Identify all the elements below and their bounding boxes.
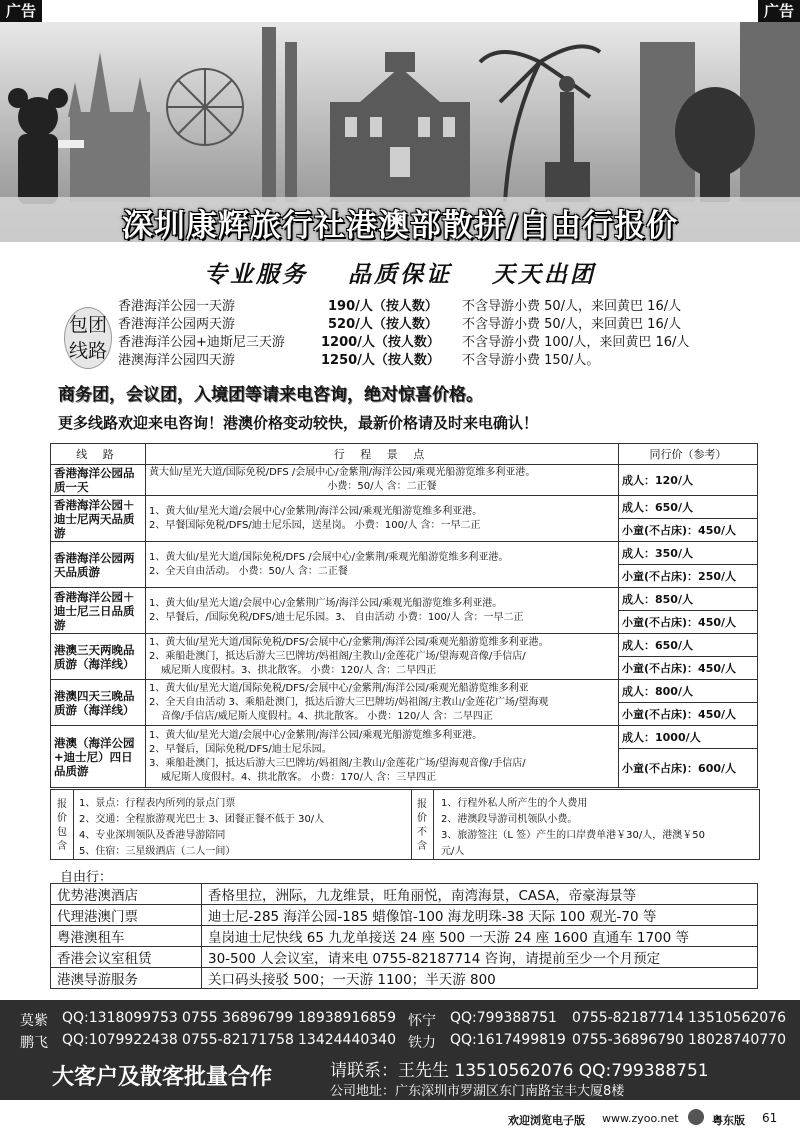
table-header-row xyxy=(51,444,758,465)
price-cell: 成人：850/人 xyxy=(619,588,758,611)
table-row xyxy=(51,465,758,496)
contact-name: 鹏飞 xyxy=(20,1035,48,1051)
itinerary-line: 小费：50/人 含：二正餐 xyxy=(327,481,437,492)
price-cell: 小童(不占床)：250/人 xyxy=(619,565,758,588)
itinerary-cell xyxy=(146,465,619,496)
table-row xyxy=(51,588,758,611)
self-travel-key: 粤港澳租车 xyxy=(51,926,202,947)
itinerary-line: 2、早餐国际免税/DFS/迪士尼乐园，送星岗。 小费：100/人 含：一早二正 xyxy=(149,519,481,531)
contact-mobile: 18028740770 xyxy=(688,1032,786,1048)
contact-name: 莫紫 xyxy=(20,1013,48,1029)
self-travel-key: 香港会议室租赁 xyxy=(51,947,202,968)
price-cell: 成人：650/人 xyxy=(619,634,758,657)
footer-address: 公司地址：广东深圳市罗湖区东门南路宝丰大厦8楼 xyxy=(330,1084,625,1099)
bottom-url[interactable]: www.zyoo.net xyxy=(602,1112,679,1125)
itinerary-cell xyxy=(146,634,619,680)
edition-label: 粤东版 xyxy=(712,1114,745,1127)
self-travel-key: 优势港澳酒店 xyxy=(51,884,202,905)
itinerary-line: 1、黄大仙/星光大道/国际免税/DFS/会展中心/金紫荆/海洋公园/乘观光船游览维多利亚港。 xyxy=(149,636,549,648)
price-cell: 成人：800/人 xyxy=(619,680,758,703)
page-bottom xyxy=(0,1106,800,1130)
self-travel-value: 迪士尼-285 海洋公园-185 蜡像馆-100 海龙明珠-38 天际 100 观光-70 等 xyxy=(202,905,758,926)
package-badge-line2: 线路 xyxy=(68,340,107,362)
slogan-1: 专业服务 xyxy=(204,262,308,288)
package-note: 不含导游小费 50/人，来回黄巴 16/人 xyxy=(462,299,682,314)
includes-item: 2、交通：全程旅游观光巴士 3、团餐正餐不低于 30/人 xyxy=(79,814,325,825)
header-route: 线 路 xyxy=(51,444,146,465)
table-row xyxy=(51,926,758,947)
table-row xyxy=(51,496,758,519)
contact-footer xyxy=(0,1000,800,1100)
package-note: 不含导游小费 150/人。 xyxy=(462,353,600,368)
itinerary-line: 1、黄大仙/星光大道/国际免税/DFS/会展中心/金紫荆/海洋公园/乘观光船游览维多利亚 xyxy=(149,682,529,694)
package-badge-line1: 包团 xyxy=(68,314,107,336)
page-number: 61 xyxy=(762,1111,778,1125)
table-row xyxy=(51,680,758,703)
includes-item: 4、专业深圳领队及香港导游陪同 xyxy=(79,830,226,841)
table-row xyxy=(51,968,758,989)
price-cell: 小童(不占床)：450/人 xyxy=(619,703,758,726)
includes-list xyxy=(79,796,324,860)
price-terms-box xyxy=(50,789,760,860)
package-price: 190/人（按人数） xyxy=(328,299,438,314)
page-title: 深圳康辉旅行社港澳部散拼/自由行报价 xyxy=(121,208,679,244)
itinerary-table xyxy=(50,443,758,788)
self-travel-value: 关口码头接驳 500；一天游 1100；半天游 800 xyxy=(202,968,758,989)
contact-qq: QQ:1079922438 xyxy=(62,1032,178,1048)
contact-mobile: 13510562076 xyxy=(688,1010,786,1026)
excludes-label: 报 价 不 含 xyxy=(417,799,427,852)
excludes-list xyxy=(441,796,753,860)
ad-tag-right: 广告 xyxy=(758,0,800,22)
footer-contact: 请联系：王先生 13510562076 QQ:799388751 xyxy=(330,1061,709,1081)
table-row xyxy=(51,947,758,968)
price-cell: 成人：120/人 xyxy=(619,465,758,496)
contact-name: 铁力 xyxy=(408,1035,436,1051)
excludes-item: 3、旅游签注（L 签）产生的口岸费单港￥30/人，港澳￥50 xyxy=(441,830,705,841)
itinerary-line: 音像/手信店/威尼斯人度假村。4、拱北散客。 小费：120/人 含：二早四正 xyxy=(161,710,493,722)
price-cell: 成人：1000/人 xyxy=(619,726,758,749)
route-name: 港澳三天两晚品质游（海洋线） xyxy=(51,634,146,680)
price-cell: 成人：650/人 xyxy=(619,496,758,519)
contact-tel: 0755 36896799 xyxy=(182,1010,294,1026)
table-row xyxy=(51,905,758,926)
slogan-2: 品质保证 xyxy=(348,262,452,288)
route-name: 香港海洋公园两天品质游 xyxy=(51,542,146,588)
header-itinerary: 行 程 景 点 xyxy=(146,444,619,465)
contact-mobile: 18938916859 xyxy=(298,1010,396,1026)
contact-name: 怀宁 xyxy=(408,1013,436,1029)
itinerary-cell xyxy=(146,542,619,588)
self-travel-value: 30-500 人会议室，请来电 0755-82187714 咨询，请提前至少一个月预定 xyxy=(202,947,758,968)
table-row xyxy=(51,726,758,749)
self-travel-table xyxy=(50,883,758,989)
route-name: 港澳（海洋公园+迪士尼）四日品质游 xyxy=(51,726,146,788)
price-cell: 小童(不占床)：450/人 xyxy=(619,657,758,680)
includes-item: 5、住宿：三星级酒店（二人一间） xyxy=(79,846,236,857)
excludes-item: 2、港澳段导游司机领队小费。 xyxy=(441,814,578,825)
package-note: 不含导游小费 100/人，来回黄巴 16/人 xyxy=(462,335,690,350)
self-travel-key: 港澳导游服务 xyxy=(51,968,202,989)
table-row xyxy=(51,542,758,565)
self-travel-value: 香格里拉，洲际，九龙维景，旺角丽悦，南湾海景，CASA，帝豪海景等 xyxy=(202,884,758,905)
itinerary-line: 1、黄大仙/星光大道/会展中心/金紫荆广场/海洋公园/乘观光船游览维多利亚港。 xyxy=(149,597,503,609)
price-cell: 小童(不占床)：600/人 xyxy=(619,749,758,788)
itinerary-line: 威尼斯人度假村。4、拱北散客。 小费：170/人 含：三早四正 xyxy=(161,771,437,783)
contact-qq: QQ:799388751 xyxy=(450,1010,557,1026)
itinerary-line: 黄大仙/星光大道/国际免税/DFS /会展中心/金紫荆/海洋公园/乘观光船游览维多利亚港。 xyxy=(149,467,536,478)
excludes-item: 元/人 xyxy=(441,846,465,857)
route-name: 香港海洋公园＋迪士尼三日品质游 xyxy=(51,588,146,634)
itinerary-line: 3、乘船赴澳门，抵达后游大三巴牌坊/妈祖阁/主教山/金莲花广场/望海观音像/手信店/ xyxy=(149,757,526,769)
route-name: 香港海洋公园品质一天 xyxy=(51,465,146,496)
package-name: 香港海洋公园两天游 xyxy=(118,317,236,332)
self-travel-heading: 自由行： xyxy=(60,870,113,885)
contact-tel: 0755-82187714 xyxy=(572,1010,684,1026)
includes-item: 1、景点：行程表内所列的景点门票 xyxy=(79,798,236,809)
price-cell: 小童(不占床)：450/人 xyxy=(619,519,758,542)
excludes-item: 1、行程外私人所产生的个人费用 xyxy=(441,798,588,809)
slogans xyxy=(0,256,800,289)
business-notice: 商务团，会议团，入境团等请来电咨询，绝对惊喜价格。 xyxy=(58,385,483,405)
bottom-text: 欢迎浏览电子版 xyxy=(508,1114,585,1127)
itinerary-line: 1、黄大仙/星光大道/会展中心/金紫荆/海洋公园/乘观光船游览维多利亚港。 xyxy=(149,729,483,741)
contact-tel: 0755-36896790 xyxy=(572,1032,684,1048)
package-price: 1200/人（按人数） xyxy=(321,335,440,350)
more-routes-notice: 更多线路欢迎来电咨询！港澳价格变动较快，最新价格请及时来电确认！ xyxy=(58,414,539,432)
ferris-wheel-image xyxy=(167,69,243,145)
package-price: 1250/人（按人数） xyxy=(321,353,440,368)
price-cell: 小童(不占床)：450/人 xyxy=(619,611,758,634)
contact-mobile: 13424440340 xyxy=(298,1032,396,1048)
logo-icon xyxy=(688,1109,704,1125)
package-badge xyxy=(64,307,112,369)
itinerary-line: 2、全天自由活动。 小费：50/人 含：二正餐 xyxy=(149,565,348,577)
price-cell: 成人：350/人 xyxy=(619,542,758,565)
package-note: 不含导游小费 50/人，来回黄巴 16/人 xyxy=(462,317,682,332)
contact-qq: QQ:1617499819 xyxy=(450,1032,566,1048)
includes-label: 报 价 包 含 xyxy=(57,799,67,852)
itinerary-line: 2、早餐后，/国际免税/DFS/迪士尼乐园。3、 自由活动 小费：100/人 含：一早二正 xyxy=(149,611,524,623)
self-travel-value: 皇岗迪士尼快线 65 九龙单接送 24 座 500 一天游 24 座 1600 直通车 1700 等 xyxy=(202,926,758,947)
header-price: 同行价（参考） xyxy=(619,444,758,465)
cooperation-slogan: 大客户及散客批量合作 xyxy=(52,1065,273,1090)
itinerary-line: 2、早餐后，国际免税/DFS/迪士尼乐园。 xyxy=(149,743,332,755)
contact-tel: 0755-82171758 xyxy=(182,1032,294,1048)
itinerary-line: 2、乘船赴澳门，抵达后游大三巴牌坊/妈祖阁/主教山/金莲花广场/望海观音像/手信店/ xyxy=(149,650,526,662)
route-name: 香港海洋公园＋迪士尼两天品质游 xyxy=(51,496,146,542)
itinerary-cell xyxy=(146,726,619,788)
slogan-3: 天天出团 xyxy=(492,262,596,288)
itinerary-line: 1、黄大仙/星光大道/会展中心/金紫荆/海洋公园/乘观光船游览维多利亚港。 xyxy=(149,505,483,517)
route-name: 港澳四天三晚品质游（海洋线） xyxy=(51,680,146,726)
itinerary-line: 2、全天自由活动 3、乘船赴澳门，抵达后游大三巴牌坊/妈祖阁/主教山/金莲花广场/望海观 xyxy=(149,696,549,708)
itinerary-cell xyxy=(146,588,619,634)
itinerary-line: 威尼斯人度假村。3、拱北散客。 小费：120/人 含：二早四正 xyxy=(161,664,437,676)
package-name: 香港海洋公园+迪斯尼三天游 xyxy=(118,335,285,350)
itinerary-line: 1、黄大仙/星光大道/国际免税/DFS /会展中心/金紫荆/乘观光船游览维多利亚港。 xyxy=(149,551,509,563)
package-name: 港澳海洋公园四天游 xyxy=(118,353,236,368)
table-row xyxy=(51,634,758,657)
itinerary-cell xyxy=(146,496,619,542)
ad-tag-left: 广告 xyxy=(0,0,42,22)
table-row xyxy=(51,884,758,905)
package-price: 520/人（按人数） xyxy=(328,317,438,332)
self-travel-key: 代理港澳门票 xyxy=(51,905,202,926)
itinerary-cell xyxy=(146,680,619,726)
package-name: 香港海洋公园一天游 xyxy=(118,299,236,314)
contact-qq: QQ:1318099753 xyxy=(62,1010,178,1026)
